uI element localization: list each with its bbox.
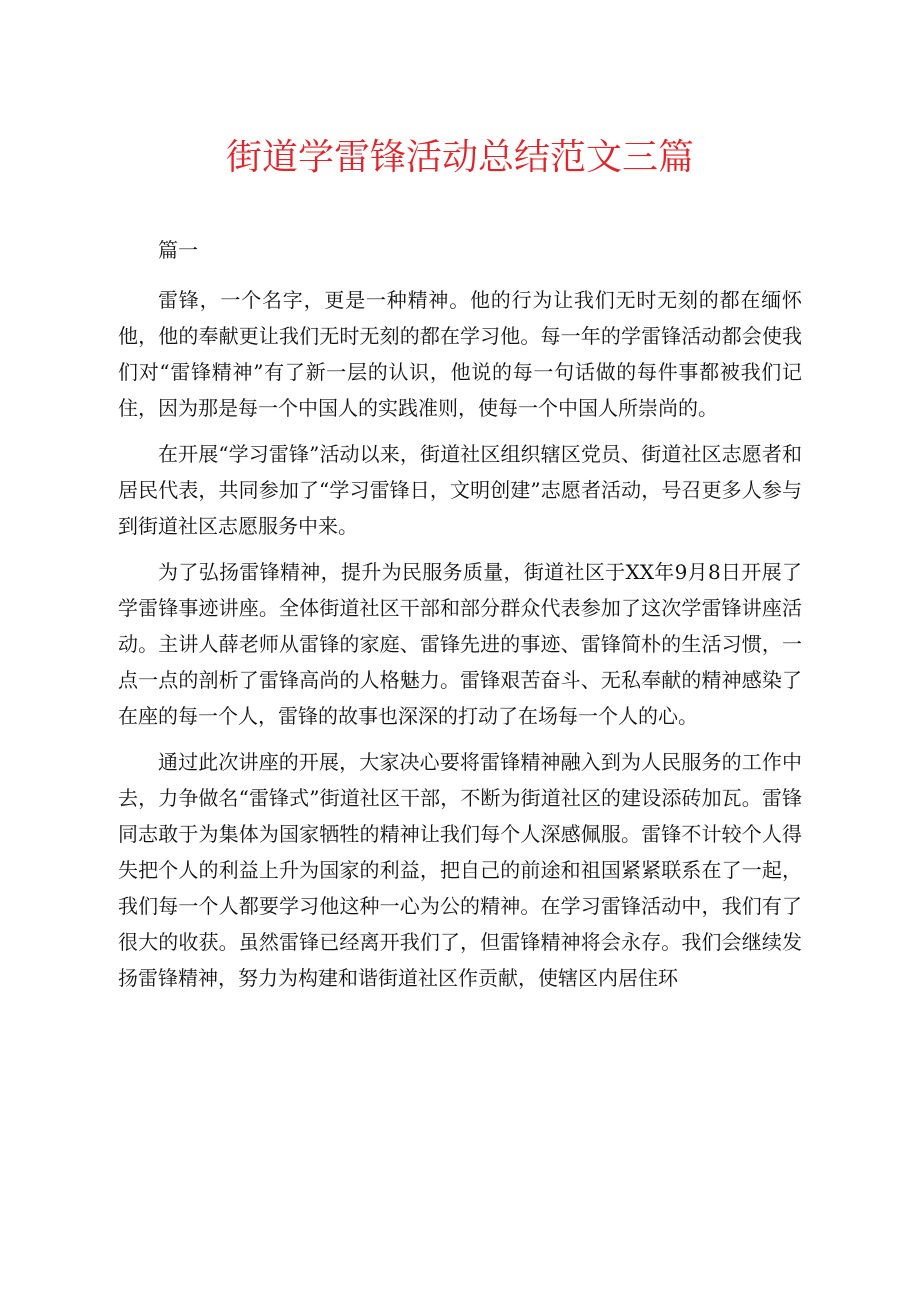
- paragraph-3: 为了弘扬雷锋精神，提升为民服务质量，街道社区于XX年9月8日开展了学雷锋事迹讲座。全体街道社区干部和部分群众代表参加了这次学雷锋讲座活动。主讲人薛老师从雷锋的家庭、雷锋先进的事迹、雷锋简朴的生活习惯，一点一点的剖析了雷锋高尚的人格魅力。雷锋艰苦奋斗、无私奉献的精神感染了在座的每一个人，雷锋的故事也深深的打动了在场每一个人的心。: [118, 560, 802, 728]
- paragraph-4: 通过此次讲座的开展，大家决心要将雷锋精神融入到为人民服务的工作中去，力争做名“雷锋式”街道社区干部，不断为街道社区的建设添砖加瓦。雷锋同志敢于为集体为国家牺牲的精神让我们每个人深感佩服。雷锋不计较个人得失把个人的利益上升为国家的利益，把自己的前途和祖国紧紧联系在了一起，我们每一个人都要学习他这种一心为公的精神。在学习雷锋活动中，我们有了很大的收获。虽然雷锋已经离开我们了，但雷锋精神将会永存。我们会继续发扬雷锋精神，努力为构建和谐街道社区作贡献，使辖区内居住环: [118, 750, 802, 990]
- paragraph-2: 在开展“学习雷锋”活动以来，街道社区组织辖区党员、街道社区志愿者和居民代表，共同参加了“学习雷锋日，文明创建”志愿者活动，号召更多人参与到街道社区志愿服务中来。: [118, 442, 802, 538]
- section-heading: 篇一: [158, 238, 198, 262]
- document-title: 街道学雷锋活动总结范文三篇: [225, 137, 694, 178]
- paragraph-1: 雷锋，一个名字，更是一种精神。他的行为让我们无时无刻的都在缅怀他，他的奉献更让我们无时无刻的都在学习他。每一年的学雷锋活动都会使我们对“雷锋精神”有了新一层的认识，他说的每一句话做的每件事都被我们记住，因为那是每一个中国人的实践准则，使每一个中国人所崇尚的。: [118, 288, 802, 420]
- document-body: [118, 222, 802, 996]
